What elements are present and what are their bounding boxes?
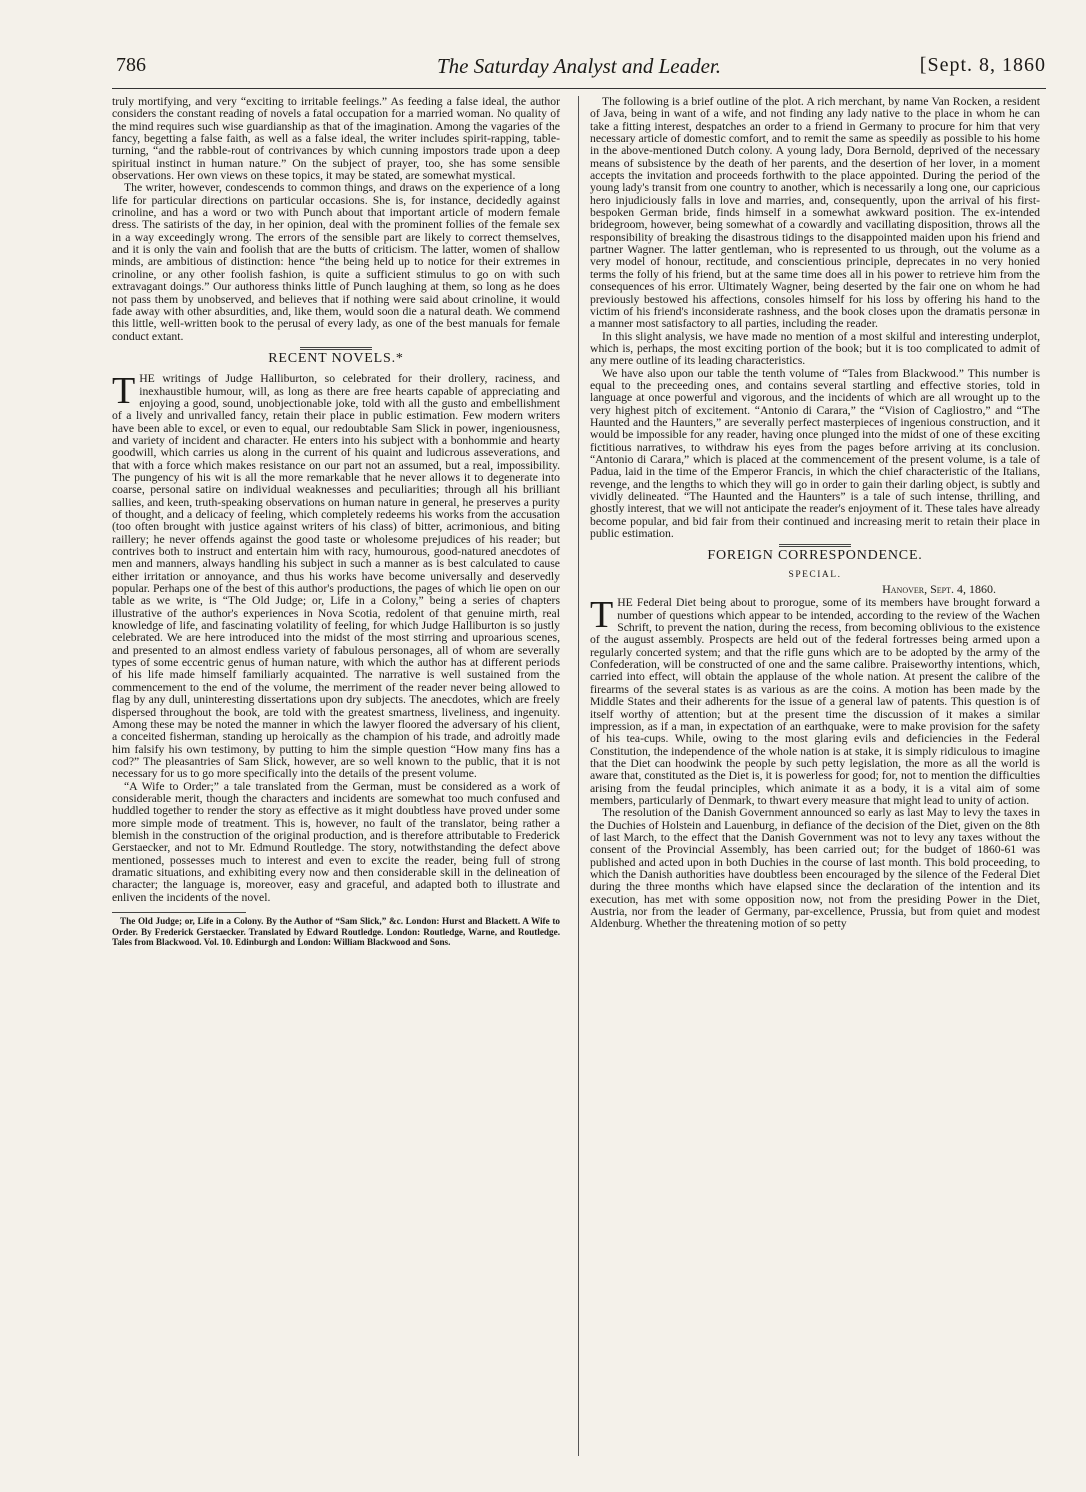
section-subtitle: SPECIAL. (788, 569, 842, 580)
left-column (112, 96, 560, 948)
paragraph: “A Wife to Order;” a tale translated from the German, must be considered as a work of considerable merit, though the characters and incidents are somewhat too much confused and huddled together to render the story as effective as it might doubtless have proved under some more simple mode of treatment. This is, however, no fault of the translator, being rather a blemish in the construction of the original production, and is therefore attributable to Frederick Gerstaecker, and not to Mr. Edmund Routledge. The story, notwithstanding the defect above mentioned, possesses much to interest and even to excite the reader, being full of strong dramatic situations, and exhibiting every now and then considerable skill in the delineation of character; the language is, moreover, easy and graceful, and adapted both to illustrate and enliven the incidents of the novel. (112, 779, 560, 904)
header-rule (112, 88, 1046, 89)
paragraph: THE writings of Judge Halliburton, so celebrated for their drollery, raciness, and inexhaustible humour, will, as long as there are free hearts capable of appreciating and enjoying a good, sound, unobjectionable joke, told with all the gusto and embellishment of a lively and unrivalled fancy, retain their place in public estimation. Few modern writers have been able to excel, or even to equal, our redoubtable Sam Slick in power, ingeniousness, and variety of incident and character. He enters into his subject with a bonhommie and hearty goodwill, which carries us along in the current of his quaint and ludicrous asseverations, and that with a force which makes resistance on our part not an assumed, but a real, impossibility. The pungency of his wit is all the more remarkable that he never allows it to degenerate into coarse, personal satire on individual weaknesses and peculiarities; through all his brilliant sallies, and keen, truth-speaking observations on human nature in general, he preserves a purity of thought, and a delicacy of feeling, which completely redeems his works from the accusation (too often brought with justice against writers of his class) of bitter, acrimonious, and biting raillery; he never offends against the good taste or wholesome prejudices of his reader; but contrives both to instruct and entertain him with racy, humourous, good-natured anecdotes of men and manners, always handling his subject in such a manner as is best calculated to cause either irritation or annoyance, and thus his works have become universally and deservedly popular. Perhaps one of the best of this author's productions, the pages of which lie open on our table as we write, is “The Old Judge; or, Life in a Colony,” being a series of chapters illustrative of the author's experiences in Nova Scotia, redolent of that genuine mirth, real knowledge of life, and fascinating volatility of feeling, for which Judge Halliburton is so justly celebrated. We are here introduced into the midst of the most stirring and uproarious scenes, and presented to an almost endless variety of fabulous personages, all of whom are severally types of some eccentric genus of human nature, with which the author has at different periods of his life made himself familiarly acquainted. The narrative is well sustained from the commencement to the end of the volume, the merriment of the reader never being allowed to flag by any dull, uninteresting dissertations upon dry subjects. The anecdotes, which are freely dispersed throughout the book, are told with the greatest smartness, liveliness, and ingenuity. Among these may be noted the manner in which the lawyer floored the adversary of his client, a conceited fisherman, standing up heroically as the champion of his trade, and adroitly made him falsify his own testimony, by putting to him the simple question “How many fins has a cod?” The pleasantries of Sam Slick, however, are so well known to the public, that it is not necessary for us to go more specifically into the details of the present volume. (112, 370, 560, 781)
footnote-rule (112, 912, 246, 913)
paragraph: THE Federal Diet being about to prorogue, some of its members have brought forward a number of questions which appear to be intended, according to the review of the Wachen Schrift, to prevent the nation, during the recess, from becoming oblivious to the existence of the august assembly. Prospects are held out of the federal fortresses being armed upon a regularly concerted system; and that the rifle guns which are to be adopted by the army of the Confederation, will be constructed of one and the same calibre. Praiseworthy intentions, which, carried into effect, will obtain the applause of the whole nation. At present the calibre of the firearms of the several states is as various as are the coins. A motion has been made by the Middle States and their adherents for the issue of a general law of patents. This question is of itself worthy of attention; but at the present time the discussion of it makes a similar impression, as if a man, in expectation of an earthquake, were to make provision for the safety of his tea-cups. While, owing to the most glaring evils and deficiencies in the Federal Constitution, the independence of the whole nation is at stake, it is simply ridiculous to imagine that the Diet can hoodwink the people by such petty legislation, the more as all the world is aware that, constituted as the Diet is, it is powerless for good; for, not to mention the difficulties arising from the feudal principles, which animate it as a body, it is a vital aim of some members, particularly of Denmark, to thwart every measure that might lead to unity of action. (590, 594, 1040, 807)
column-divider (578, 96, 579, 1456)
page-header (112, 54, 1046, 88)
publication-title: The Saturday Analyst and Leader. (436, 54, 722, 78)
paragraph: truly mortifying, and very “exciting to irritable feelings.” As feeding a false ideal, the author considers the constant reading of novels a fatal occupation for a married woman. No quality of the mind requires such wise guardianship as that of the imagination. Among the vagaries of the fancy, begetting a false faith, as well as a false ideal, the writer includes spirit-rapping, table-turning, “and the rabble-rout of contrivances by which cunning impostors trade upon a deep spiritual instinct in human nature.” On the subject of prayer, too, she has some sensible observations. Her own views on these topics, it may be stated, are somewhat mystical. (112, 95, 560, 183)
right-column (590, 96, 1040, 931)
dateline: Hanover, Sept. 4, 1860. (882, 582, 996, 597)
section-title-recent-novels: RECENT NOVELS.* (112, 353, 560, 365)
page-number: 786 (116, 54, 146, 76)
paragraph: The resolution of the Danish Government announced so early as last May to levy the taxes in the Duchies of Holstein and Lauenburg, in defiance of the decision of the Diet, given on the 8th of last March, to the effect that the Danish Government was not to levy any taxes without the consent of the Provincial Assembly, has been carried out; for the budget of 1860-61 was published and acted upon in both Duchies in the course of last month. This bold proceeding, to which the Danish authorities have doubtless been encouraged by the silence of the Federal Diet during the three months which have elapsed since the declaration of the intention and its execution, has met with some opposition now, not from the presiding Power in the Diet, Austria, nor from the leader of Germany, par-excellence, Prussia, but from quiet and modest Aldenburg. Whether the threatening motion of so petty (590, 806, 1040, 931)
paragraph: We have also upon our table the tenth volume of “Tales from Blackwood.” This number is equal to the preceeding ones, and contains several startling and effective stories, told in language at once powerful and vigorous, and the incidents of which are all wrought up to the very highest pitch of excitement. “Antonio di Carara,” the “Vision of Cagliostro,” and “The Haunted and the Haunters,” are severally perfect masterpieces of ingenious construction, and it would be impossible for any reader, having once plunged into the midst of one of these exciting fictitious narratives, to withdraw his eyes from the pages before arriving at its conclusion. “Antonio di Carara,” which is placed at the commencement of the present volume, is a tale of Padua, laid in the time of the Emperor Francis, in which the chief characteristic of the Italians, revenge, and the lengths to which they will go in order to gain their darling object, is subtly and vividly delineated. “The Haunted and the Haunters” is a tale of such intense, thrilling, and ghostly interest, that we will not anticipate the reader's enjoyment of it. These tales have already become popular, and bid fair from their continued and increasing merit to retain their place in public estimation. (590, 366, 1040, 541)
paragraph: The following is a brief outline of the plot. A rich merchant, by name Van Rocken, a resident of Java, being in want of a wife, and not finding any lady native to the place in whom he can take a fitting interest, despatches an order to a friend in Germany to procure for him that very necessary article of domestic comfort, and to remit the same as speedily as possible to his home in the above-mentioned Dutch colony. A young lady, Dora Bernold, deprived of the necessary means of subsistence by the death of her parents, and the desertion of her lover, in a moment accepts the invitation and proceeds forthwith to the place appointed. During the period of the young lady's transit from one country to another, which is necessarily a long one, our capricious hero injudiciously falls in love and marries, and, consequently, upon the arrival of his first-bespoken German bride, finds himself in a somewhat awkward position. The ex-intended bridegroom, however, being somewhat of a cowardly and vacillating disposition, throws all the responsibility of breaking the disastrous tidings to the disappointed maiden upon his friend and partner Wagner. The latter gentleman, who is represented to us through, out the volume as a very model of honour, rectitude, and conscientious principle, deprecates in no very honied terms the folly of his friend, but at the same time does all in his power to retrieve him from the consequences of his error. Ultimately Wagner, being deserted by the fair one on whom he had previously bestowed his affections, consoles himself for his loss by offering his hand to the victim of his friend's inconsiderate rashness, and the book closes upon the dramatis personæ in a manner most satisfactory to all parties, including the reader. (590, 95, 1040, 331)
paragraph: The writer, however, condescends to common things, and draws on the experience of a long life for particular directions on particular occasions. She is, for instance, decidedly against crinoline, and has a word or two with Punch about that important article of modern female dress. The satirists of the day, in her opinion, deal with the prominent follies of the female sex in a way exceedingly wrong. The errors of the sensible part are likely to correct themselves, and it is only the vain and foolish that are the butts of criticism. The latter, women of shallow minds, are ambitious of distinction: hence “the being held up to notice for their extremes in crinoline, or any other foolish fashion, is quite a sufficient stimulus to go on with such extravagant doings.” Our authoress thinks little of Punch laughing at them, so long as he does not pass them by unobserved, and believes that if nothing were said about crinoline, it would fade away with other absurdities, and, like them, would soon die a natural death. We commend this little, well-written book to the perusal of every lady, as one of the best manuals for female conduct extant. (112, 181, 560, 343)
paragraph: In this slight analysis, we have made no mention of a most skilful and interesting underplot, which is, perhaps, the most exciting portion of the book; but it is too complicated to admit of any mere outline of its leading characteristics. (590, 329, 1040, 368)
issue-date: [Sept. 8, 1860 (919, 54, 1046, 76)
footnote: The Old Judge; or, Life in a Colony. By the Author of “Sam Slick,” &c. London: Hurst and Blackett. A Wife to Order. By Frederick Gerstaecker. Translated by Edward Routledge. London: Routledge, Warne, and Routledge. Tales from Blackwood. Vol. 10. Edinburgh and London: William Blackwood and Sons. (112, 916, 560, 947)
section-title-foreign-correspondence: FOREIGN CORRESPONDENCE. (590, 550, 1040, 562)
